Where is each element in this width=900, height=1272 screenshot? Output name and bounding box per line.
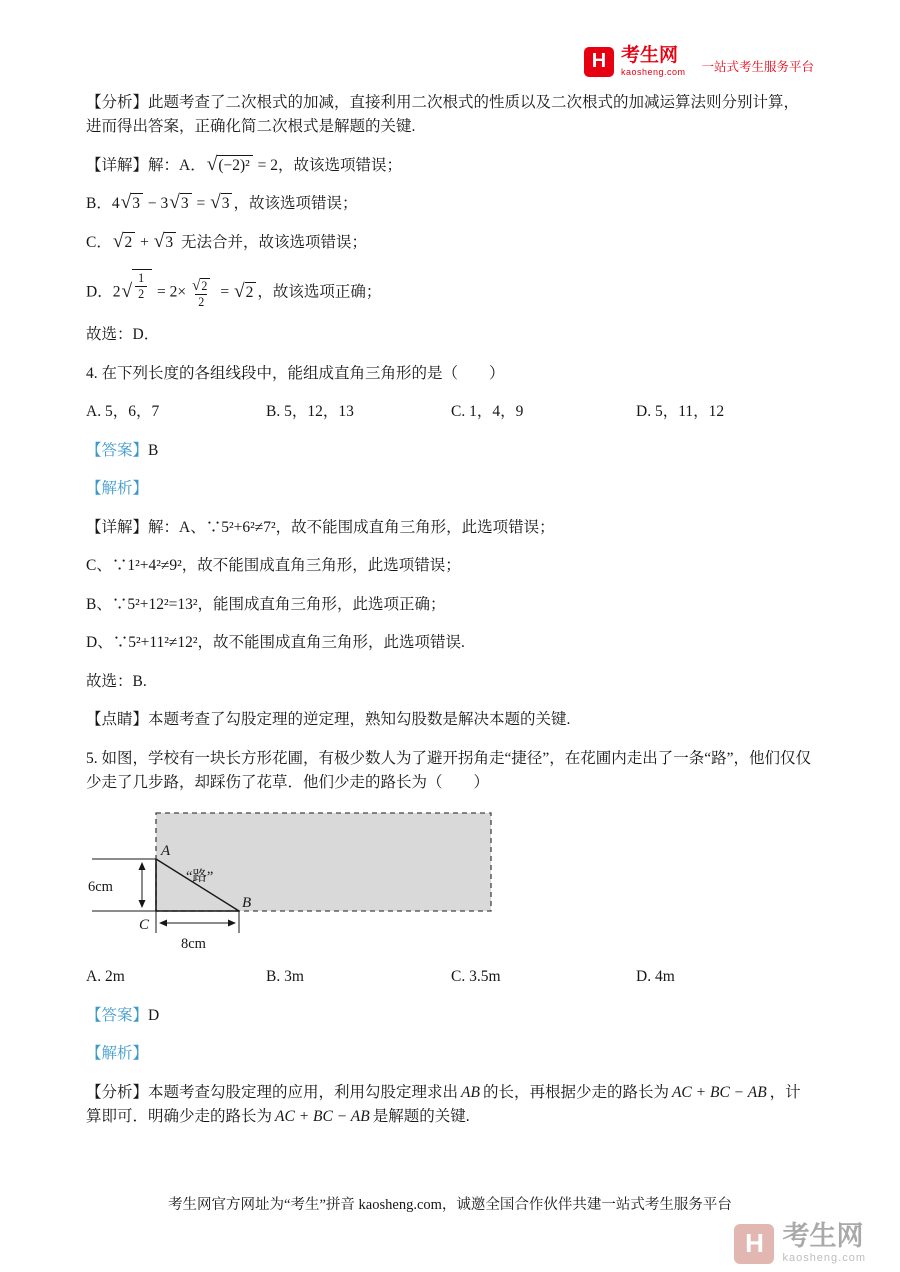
q5-answer-label: 【答案】 — [86, 1006, 149, 1024]
path-label: “路” — [186, 869, 214, 886]
q5-option-b: B. 3m — [266, 968, 304, 986]
q5-figure — [86, 809, 814, 955]
q5-answer-line — [86, 1004, 814, 1028]
watermark-text-block — [782, 1223, 866, 1264]
q4-detail-line-c: C、∵1²+4²≠9²，故不能围成直角三角形，此选项错误； — [86, 557, 461, 575]
q5-option-a: A. 2m — [86, 968, 125, 986]
q4-answer-label: 【答案】 — [86, 441, 149, 459]
height-label: 6cm — [88, 879, 113, 896]
point-a-label: A — [161, 843, 171, 860]
q3-detail-line-b: B．4 √ 3 − 3 √ 3 = √ 3 ，故该选项错误； — [86, 192, 358, 214]
q4-detail-line-a: 【详解】解：A、∵5²+6²≠7²，故不能围成直角三角形，此选项错误； — [86, 518, 555, 536]
brand-name: 考生网 — [620, 45, 678, 66]
q4-option-b: B. 5，12，13 — [266, 403, 354, 421]
watermark-brand-site: kaosheng.com — [782, 1252, 866, 1264]
q5-option-c: C. 3.5m — [451, 968, 501, 986]
q3-detail-line-c: C． √ 2 + √ 3 无法合并，故该选项错误； — [86, 230, 367, 252]
q4-option-c: C. 1，4，9 — [451, 403, 524, 421]
q4-conclusion: 故选：B. — [86, 672, 147, 690]
watermark-logo-icon: H — [734, 1224, 774, 1264]
kaosheng-logo-icon: H — [584, 47, 614, 77]
brand-header — [0, 0, 900, 91]
brand-site: kaosheng.com — [620, 67, 686, 77]
q4-detail-line-d: D、∵5²+11²≠12²，故不能围成直角三角形，此选项错误. — [86, 634, 465, 652]
q5-analysis-paragraph: 【分析】本题考查勾股定理的应用，利用勾股定理求出 AB 的长，再根据少走的路长为 AC + BC − AB ，计算即可．明确少走的路长为 AC + BC − AB 是解题的关键. — [86, 1083, 801, 1126]
q5-options — [86, 965, 814, 989]
flowerbed-rect — [156, 813, 491, 911]
q3-analysis-paragraph: 【分析】此题考查了二次根式的加减，直接利用二次根式的性质以及二次根式的加减运算法则分别计算，进而得出答案，正确化简二次根式是解题的关键. — [86, 94, 800, 136]
kaosheng-watermark — [734, 1223, 866, 1264]
width-label: 8cm — [181, 936, 206, 953]
q3-detail-line-a: 【详解】解：A． √ (−2)² = 2，故该选项错误； — [86, 153, 403, 175]
q4-note: 【点睛】本题考查了勾股定理的逆定理，熟知勾股数是解决本题的关键. — [86, 711, 571, 729]
brand-text-block — [621, 46, 686, 77]
q3-conclusion: 故选：D． — [86, 326, 160, 344]
q4-stem: 4. 在下列长度的各组线段中，能组成直角三角形的是（ ） — [86, 364, 505, 382]
q5-analysis-line — [86, 1042, 814, 1066]
q4-answer-value: B — [148, 441, 159, 459]
q5-analysis-label: 【解析】 — [86, 1045, 149, 1063]
watermark-brand-name: 考生网 — [782, 1221, 864, 1251]
kaosheng-logo — [584, 46, 814, 77]
q4-option-d: D. 5，11，12 — [636, 403, 725, 421]
q4-analysis-line — [86, 477, 814, 501]
q4-detail-line-b: B、∵5²+12²=13²，能围成直角三角形，此选项正确； — [86, 595, 446, 613]
q5-stem: 5. 如图，学校有一块长方形花圃，有极少数人为了避开拐角走“捷径”，在花圃内走出了一条“路”，他们仅仅少走了几步路，却踩伤了花草．他们少走的路长为（ ） — [86, 749, 812, 791]
q5-answer-value: D — [148, 1006, 160, 1024]
q3-detail-line-d: D．2 √ $\frac{1}{2}$ = 2× √ 2 2 = √ 2 ，故该选项正确； — [86, 271, 382, 309]
footer-text: 考生网官方网址为“考生”拼音 kaosheng.com，诚邀全国合作伙伴共建一站式考生服务平台 — [168, 1197, 732, 1213]
point-c-label: C — [139, 917, 150, 934]
flowerbed-diagram — [86, 809, 506, 955]
q4-answer-line — [86, 439, 814, 463]
q4-options — [86, 400, 814, 424]
q5-option-d: D. 4m — [636, 968, 675, 986]
q4-option-a: A. 5，6，7 — [86, 403, 160, 421]
point-b-label: B — [242, 895, 252, 912]
document-content — [0, 91, 900, 1130]
q4-analysis-label: 【解析】 — [86, 480, 149, 498]
brand-tagline: 一站式考生服务平台 — [701, 60, 814, 74]
